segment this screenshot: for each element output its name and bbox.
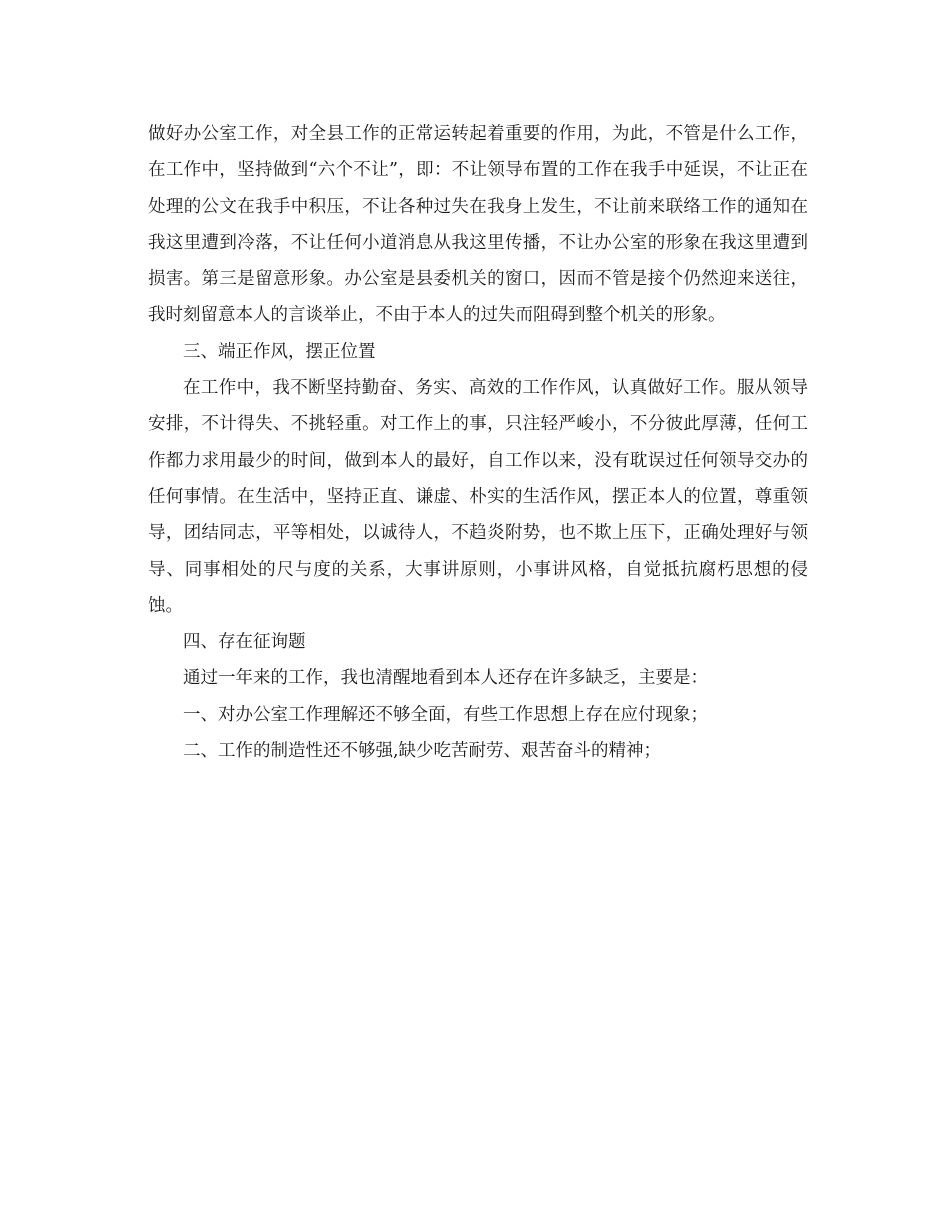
section-heading-3: 三、端正作风，摆正位置 — [183, 341, 376, 362]
section-heading-4: 四、存在征询题 — [183, 632, 306, 653]
document-body — [148, 116, 808, 769]
list-item-2: 二、工作的制造性还不够强,缺少吃苦耐劳、艰苦奋斗的精神； — [183, 741, 662, 762]
paragraph-shortcomings-intro: 通过一年来的工作，我也清醒地看到本人还存在许多缺乏，主要是： — [183, 668, 708, 689]
paragraph-work-style: 在工作中，我不断坚持勤奋、务实、高效的工作作风，认真做好工作。服从领导安排，不计得失、不挑轻重。对工作上的事，只注轻严峻小，不分彼此厚薄，任何工作都力求用最少的时间，做到本人的最好，自工作以来，没有耽误过任何领导交办的任何事情。在生活中，坚持正直、谦虚、朴实的生活作风，摆正本人的位置，尊重领导，团结同志，平等相处，以诚待人，不趋炎附势，也不欺上压下，正确处理好与领导、同事相处的尺与度的关系，大事讲原则，小事讲风格，自觉抵抗腐朽思想的侵蚀。 — [148, 378, 808, 616]
paragraph-continuation: 做好办公室工作，对全县工作的正常运转起着重要的作用，为此，不管是什么工作，在工作中，坚持做到“六个不让”，即：不让领导布置的工作在我手中延误，不让正在处理的公文在我手中积压，不让各种过失在我身上发生，不让前来联络工作的通知在我这里遭到冷落，不让任何小道消息从我这里传播，不让办公室的形象在我这里遭到损害。第三是留意形象。办公室是县委机关的窗口，因而不管是接个仍然迎来送往，我时刻留意本人的言谈举止，不由于本人的过失而阻碍到整个机关的形象。 — [148, 124, 808, 326]
list-item-1: 一、对办公室工作理解还不够全面，有些工作思想上存在应付现象； — [183, 704, 708, 725]
